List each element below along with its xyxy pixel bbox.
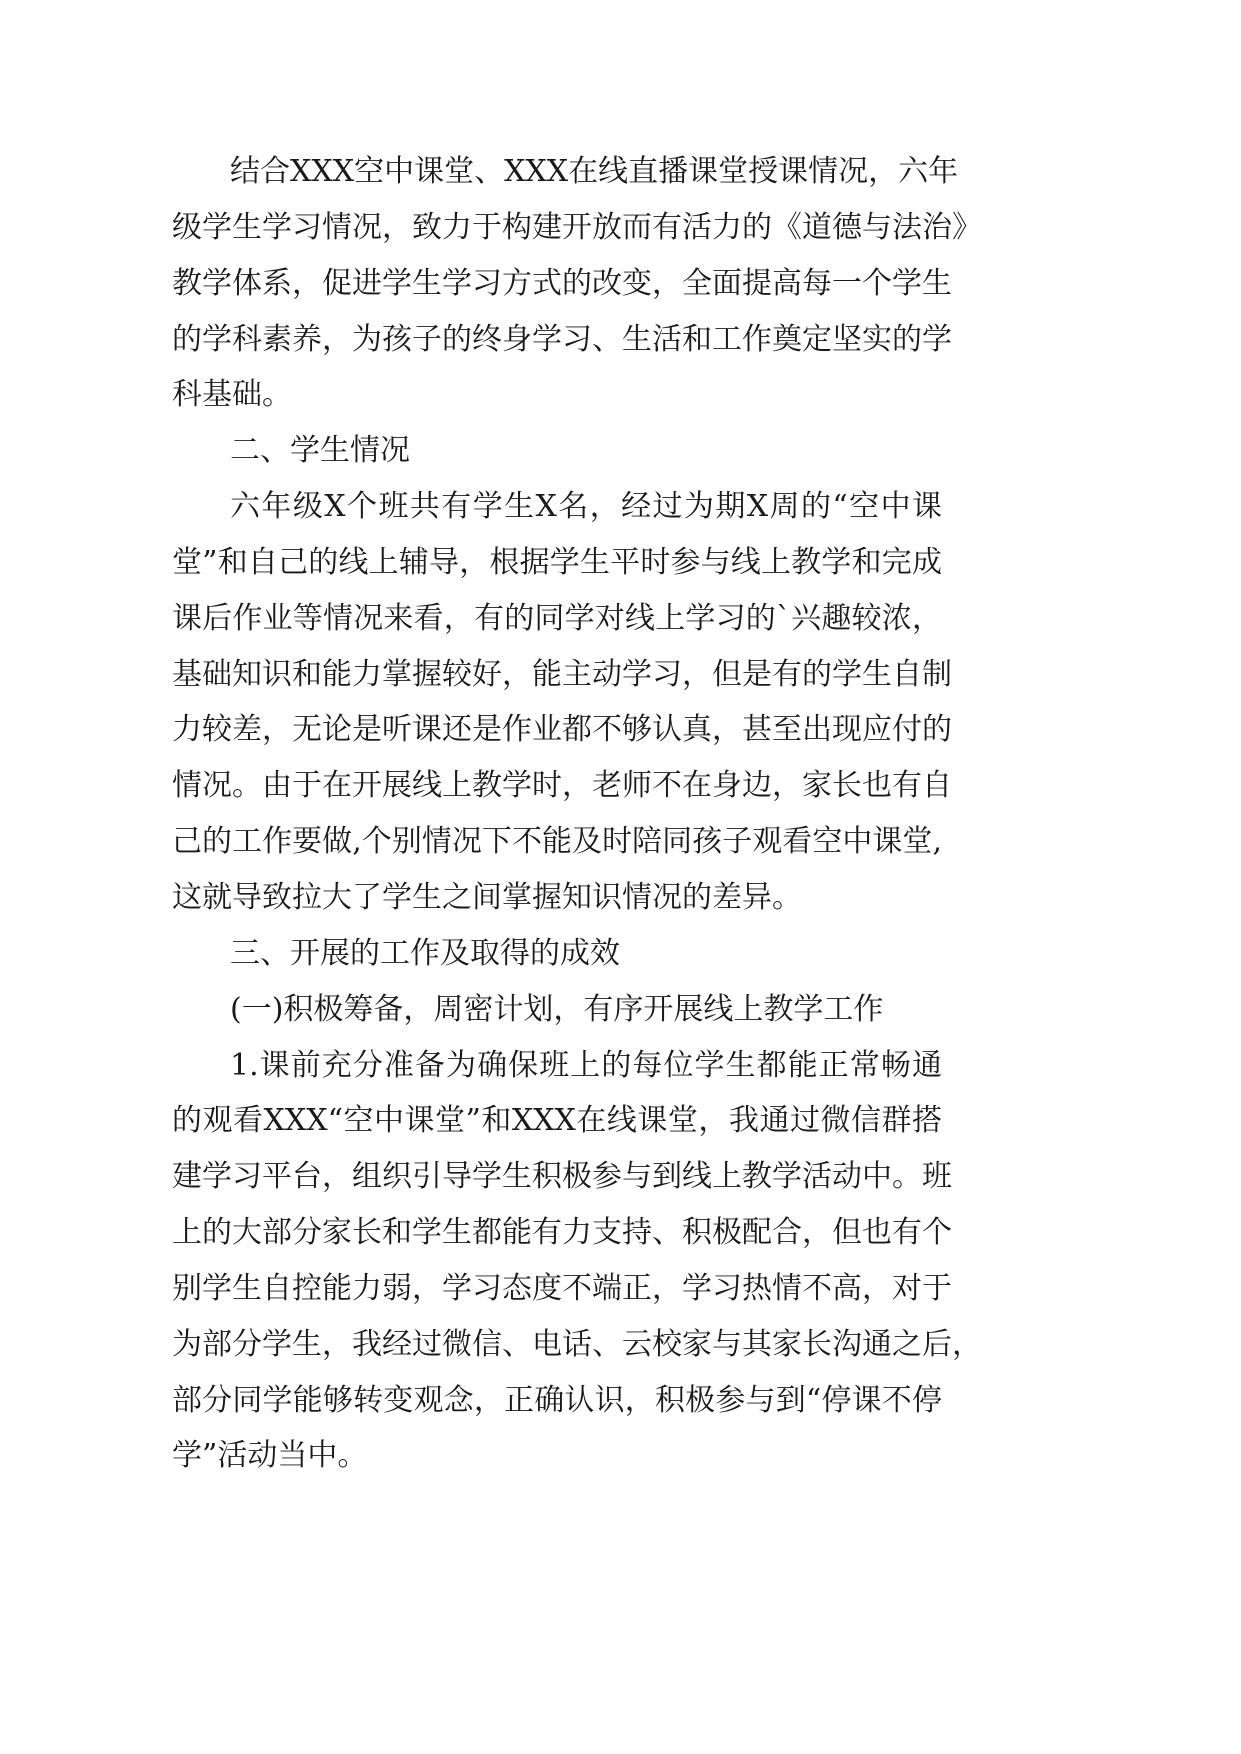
paragraph-line: 部分同学能够转变观念，正确认识，积极参与到“停课不停: [172, 1383, 942, 1418]
paragraph-line: 结合XXX空中课堂、XXX在线直播课堂授课情况，六年: [230, 154, 959, 189]
paragraph-line: 级学生学习情况，致力于构建开放而有活力的《道德与法治》: [172, 210, 982, 245]
paragraph-line: 基础知识和能力掌握较好，能主动学习，但是有的学生自制: [172, 657, 952, 692]
paragraph-line: 这就导致拉大了学生之间掌握知识情况的差异。: [172, 880, 802, 915]
paragraph-line: 科基础。: [172, 377, 292, 412]
paragraph-line: 力较差，无论是听课还是作业都不够认真，甚至出现应付的: [172, 712, 952, 747]
section-heading: 二、学生情况: [230, 433, 410, 468]
paragraph-line: 六年级X个班共有学生X名，经过为期X周的“空中课: [230, 489, 942, 524]
paragraph-line: 的学科素养，为孩子的终身学习、生活和工作奠定坚实的学: [172, 322, 952, 357]
paragraph-line: 课后作业等情况来看，有的同学对线上学习的`兴趣较浓，: [172, 601, 942, 636]
subsection-heading: (一)积极筹备，周密计划，有序开展线上教学工作: [230, 992, 884, 1027]
paragraph-line: 别学生自控能力弱，学习态度不端正，学习热情不高，对于: [172, 1271, 952, 1306]
paragraph-line: 情况。由于在开展线上教学时，老师不在身边，家长也有自: [172, 768, 952, 803]
paragraph-line: 己的工作要做,个别情况下不能及时陪同孩子观看空中课堂,: [172, 824, 942, 859]
paragraph-line: 建学习平台，组织引导学生积极参与到线上教学活动中。班: [172, 1159, 952, 1194]
paragraph-line: 教学体系，促进学生学习方式的改变，全面提高每一个学生: [172, 266, 952, 301]
paragraph-line: 学”活动当中。: [172, 1438, 368, 1473]
paragraph-line: 为部分学生，我经过微信、电话、云校家与其家长沟通之后，: [172, 1327, 982, 1362]
paragraph-line: 1.课前充分准备为确保班上的每位学生都能正常畅通: [230, 1048, 942, 1083]
paragraph-line: 堂”和自己的线上辅导，根据学生平时参与线上教学和完成: [172, 545, 942, 580]
paragraph-line: 的观看XXX“空中课堂”和XXX在线课堂，我通过微信群搭: [172, 1103, 942, 1138]
section-heading: 三、开展的工作及取得的成效: [230, 936, 620, 971]
paragraph-line: 上的大部分家长和学生都能有力支持、积极配合，但也有个: [172, 1215, 952, 1250]
